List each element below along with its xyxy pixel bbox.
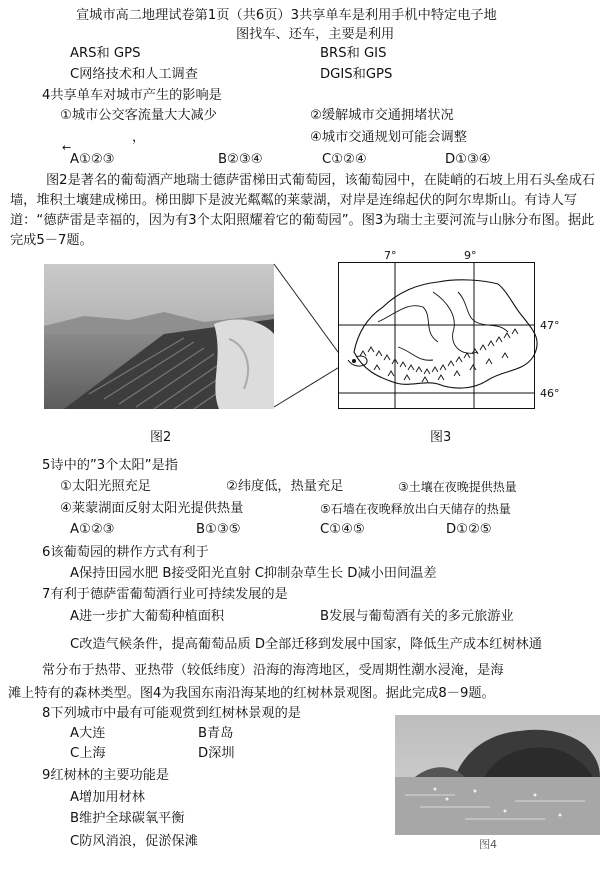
q4-item-2: ②缓解城市交通拥堵状况 [310, 108, 454, 123]
page-header-line1: 宣城市高二地理试卷第1页（共6页）3共享单车是利用手机中特定电子地 [76, 8, 497, 23]
map-label-lat47: 47° [540, 319, 560, 332]
figure-3-caption: 图3 [430, 430, 452, 445]
q7-stem: 7有利于德萨雷葡萄酒行业可持续发展的是 [42, 587, 288, 602]
q7-option-a: A进一步扩大葡萄种植面积 [70, 609, 225, 624]
q8-option-b: B青岛 [198, 726, 234, 741]
passage-vineyard: 图2是著名的葡萄酒产地瑞士德萨雷梯田式葡萄园，该葡萄园中，在陡峭的石坡上用石头垒成石墙，堆积土壤建成梯田。梯田脚下是波光粼粼的莱蒙湖，对岸是连绵起伏的阿尔卑斯山。有诗人写道：“德萨雷是幸福的，因为有3个太阳照耀着它的葡萄园”。图3为瑞士主要河流与山脉分布图。据此完成5－7题。 [10, 173, 596, 248]
map-label-lat46: 46° [540, 387, 560, 400]
q3-option-a: ARS和 GPS [70, 46, 141, 61]
q6-stem: 6该葡萄园的耕作方式有利于 [42, 545, 209, 560]
map-label-lon9: 9° [464, 249, 477, 262]
figure-4-caption: 图4 [479, 838, 497, 851]
q8-stem: 8下列城市中最有可能观赏到红树林景观的是 [42, 706, 301, 721]
passage-mangrove-line2: 滩上特有的森林类型。图4为我国东南沿海某地的红树林景观图。据此完成8－9题。 [8, 686, 495, 701]
q4-option-a: A①②③ [70, 152, 115, 167]
q5-item-5: ⑤石墙在夜晚释放出白天储存的热量 [320, 502, 511, 516]
passage-mangrove-line1: 常分布于热带、亚热带（较低纬度）沿海的海湾地区，受周期性潮水浸淹，是海 [42, 663, 504, 678]
q4-option-c: C①②④ [322, 152, 367, 167]
q5-item-1: ①太阳光照充足 [60, 479, 151, 494]
q3-option-b: BRS和 GIS [320, 46, 387, 61]
figure-2-vineyard-photo [44, 264, 274, 409]
q9-option-a: A增加用材林 [70, 790, 145, 805]
q6-options: A保持田园水肥 B接受阳光直射 C抑制杂草生长 D减小田间温差 [70, 566, 437, 581]
q4-arrow-mark: ← [62, 141, 72, 154]
page-header-line2: 图找车、还车，主要是利用 [236, 27, 395, 42]
map-label-lon7: 7° [384, 249, 397, 262]
q4-stem: 4共享单车对城市产生的影响是 [42, 88, 222, 103]
figure-4-mangrove-photo [395, 715, 600, 835]
q5-option-a: A①②③ [70, 522, 115, 537]
q5-option-c: C①④⑤ [320, 522, 365, 537]
q5-option-d: D①②⑤ [446, 522, 492, 537]
q4-item-1: ①城市公交客流量大大减少 [60, 108, 217, 123]
figure-2-caption: 图2 [150, 430, 172, 445]
q9-option-b: B维护全球碳氧平衡 [70, 811, 185, 826]
q4-item-3: ， [132, 130, 146, 145]
q8-option-d: D深圳 [198, 746, 235, 761]
q4-option-d: D①③④ [445, 152, 491, 167]
q8-option-a: A大连 [70, 726, 106, 741]
q4-item-4: ④城市交通规划可能会调整 [310, 130, 467, 145]
q3-option-c: C网络技术和人工调查 [70, 67, 198, 82]
q9-option-c: C防风消浪，促淤保滩 [70, 834, 198, 849]
q5-option-b: B①③⑤ [196, 522, 241, 537]
q5-item-2: ②纬度低，热量充足 [226, 479, 344, 494]
q7-option-b: B发展与葡萄酒有关的多元旅游业 [320, 609, 514, 624]
q5-item-3: ③土壤在夜晚提供热量 [398, 480, 517, 494]
q8-option-c: C上海 [70, 746, 106, 761]
q7-option-cd: C改造气候条件，提高葡萄品质 D全部迁移到发展中国家，降低生产成本红树林通 [70, 637, 542, 652]
q4-option-b: B②③④ [218, 152, 263, 167]
q3-option-d: DGIS和GPS [320, 67, 393, 82]
q5-stem: 5诗中的”3个太阳”是指 [42, 458, 178, 473]
q5-item-4: ④莱蒙湖面反射太阳光提供热量 [60, 501, 244, 516]
q9-stem: 9红树林的主要功能是 [42, 768, 170, 783]
figure-3-switzerland-map [338, 249, 564, 410]
